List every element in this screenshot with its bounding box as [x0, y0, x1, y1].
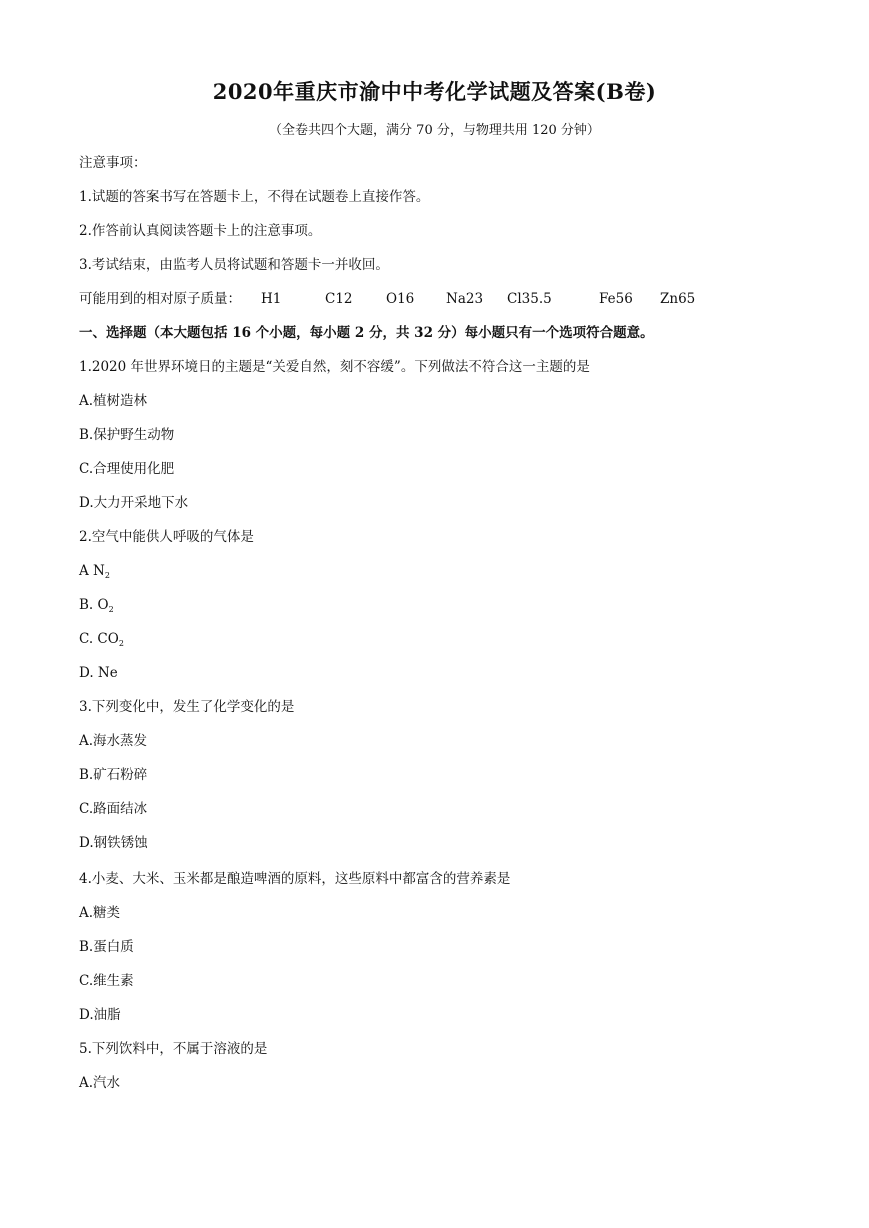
question-option: B.矿石粉碎 [79, 767, 148, 783]
notice-item: 2.作答前认真阅读答题卡上的注意事项。 [79, 223, 322, 239]
question-stem: 3.下列变化中，发生了化学变化的是 [79, 699, 295, 715]
atomic-mass-item: Zn65 [660, 291, 696, 307]
notice-item: 3.考试结束，由监考人员将试题和答题卡一并收回。 [79, 257, 389, 273]
question-option [79, 562, 110, 585]
option-subscript: 2 [108, 605, 114, 614]
option-subscript: 2 [118, 639, 124, 648]
question-option: A.植树造林 [79, 393, 148, 409]
atomic-masses-label: 可能用到的相对原子质量： [79, 291, 241, 307]
question-option [79, 630, 124, 653]
atomic-mass-item: Na23 [446, 291, 484, 307]
question-stem: 1.2020 年世界环境日的主题是“关爱自然，刻不容缓”。下列做法不符合这一主题的是 [79, 359, 590, 375]
atomic-mass-item: Cl35.5 [507, 291, 552, 307]
question-stem: 2.空气中能供人呼吸的气体是 [79, 529, 254, 545]
section-heading: 一、选择题（本大题包括 16 个小题，每小题 2 分，共 32 分）每小题只有一个选项符合题意。 [79, 325, 654, 341]
question-option: D.油脂 [79, 1007, 121, 1023]
notice-item: 1.试题的答案书写在答题卡上，不得在试题卷上直接作答。 [79, 189, 430, 205]
question-option: A.糖类 [79, 905, 121, 921]
option-formula: C. CO [79, 631, 119, 647]
atomic-masses-line [79, 290, 696, 308]
question-option: C.合理使用化肥 [79, 461, 175, 477]
atomic-mass-item: C12 [325, 291, 353, 307]
document-subtitle: （全卷共四个大题，满分 70 分，与物理共用 120 分钟） [269, 123, 600, 138]
question-option: C.路面结冰 [79, 801, 148, 817]
question-option [79, 596, 114, 619]
question-option [79, 664, 118, 682]
question-option: D.钢铁锈蚀 [79, 835, 148, 851]
question-option: B.保护野生动物 [79, 427, 175, 443]
question-stem: 4.小麦、大米、玉米都是酿造啤酒的原料，这些原料中都富含的营养素是 [79, 871, 511, 887]
question-option: D.大力开采地下水 [79, 495, 189, 511]
option-formula: A N [79, 563, 105, 579]
option-subscript: 2 [104, 571, 110, 580]
option-formula: D. Ne [79, 665, 118, 681]
question-option: C.维生素 [79, 973, 134, 989]
document-title: 2020年重庆市渝中中考化学试题及答案(B卷) [212, 79, 657, 104]
notice-heading: 注意事项： [79, 155, 147, 171]
question-option: B.蛋白质 [79, 939, 134, 955]
atomic-mass-item: H1 [261, 291, 282, 307]
question-stem: 5.下列饮料中，不属于溶液的是 [79, 1041, 268, 1057]
option-formula: B. O [79, 597, 109, 613]
atomic-mass-item: O16 [386, 291, 415, 307]
question-option: A.海水蒸发 [79, 733, 148, 749]
question-option: A.汽水 [79, 1075, 121, 1091]
atomic-mass-item: Fe56 [599, 291, 633, 307]
